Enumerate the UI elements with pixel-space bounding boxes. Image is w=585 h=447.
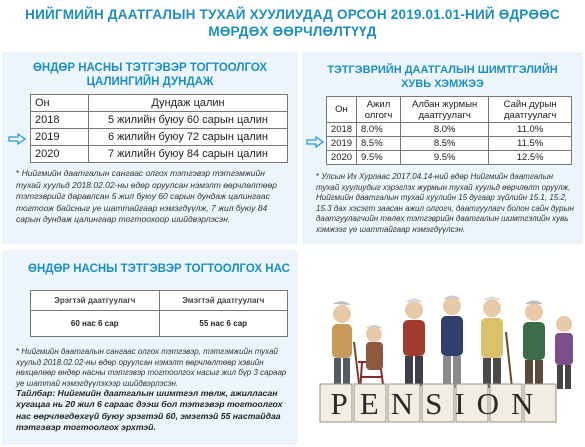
table-cell: 2018 [327,123,357,137]
table-cell: 8.5% [357,137,401,151]
premium-panel-title [302,52,583,91]
table-row [327,123,572,137]
age-table [30,290,288,337]
premium-panel [302,52,583,244]
table-cell: 9.5% [401,151,489,165]
salary-table [30,94,288,163]
salary-note-text: Нийгмийн даатгалын сангаас олгох тэтгэвэр тэтгэмжийн тухай хуульд 2018.02.02-ны өдөр оруулсан нэмэлт өөрчлөлтөөр тэтгэврийг даравлсан 5 жил буюу 60 сарын дундаж цалингаас тогтоож байсныг уе шаттайгаар нэмэгдүүлж, 7 жил буюу 84 сарын дундаж цалингаар тогтоохоор шийдвэрлэсэн. [16,168,277,224]
salary-panel-title-line2: ЦАЛИНГИЙН ДУНДАЖ [86,76,214,88]
table-cell: 60 нас 6 сар [31,311,160,337]
table-header: Ажил олгогч [357,97,401,123]
page-title [0,6,585,40]
table-cell: 12.5% [489,151,572,165]
arrow-right-icon [8,133,26,145]
salary-panel [2,52,298,244]
table-header: Албан журмын даатгуулагч [401,97,489,123]
salary-panel-title [2,52,298,89]
premium-panel-title-line1: ТЭТГЭВРИЙН ДААТГАЛЫН ШИМТГЭЛИЙН [327,64,558,76]
pension-word: PENSION [330,386,546,421]
table-header-row [31,95,288,112]
table-header: Сайн дурын даатгуулагч [489,97,572,123]
age-note-text: Нийгмийн даатгалын сангаас олгох тэтгэвэр, тэтгэмжийн тухай хуульд 2018.02.02-ны өдөр оруулсан нэмэлт өөрчлөлтөөр хэвийн нөхцөлөөр өндөр насны тэтгэвэр тогтоолгох насыг жил бүр 3 сараар уе шаттай нэмэгдүүлэхээр шийдвэрлэсэн. [16,347,287,388]
table-row [31,129,288,146]
table-row [327,137,572,151]
page-title-line2: МӨРДӨХ ӨӨРЧЛӨЛТҮҮД [208,24,377,39]
age-panel-title: ӨНДӨР НАСНЫ ТЭТГЭВЭР ТОГТООЛГОХ НАС [28,263,290,275]
salary-note: * Нийгмийн даатгалын сангаас олгох тэтгэвэр тэтгэмжийн тухай хуульд 2018.02.02-ны өдөр оруулсан нэмэлт өөрчлөлтөөр тэтгэврийг даравлсан 5 жил буюу 60 сарын дундаж цалингаас тогтоож байсныг уе шаттайгаар нэмэгдүүлж, 7 жил буюу 84 сарын дундаж цалингаар тогтоохоор шийдвэрлэсэн. [16,168,277,224]
table-row [327,151,572,165]
table-header: Эрэгтэй даатгуулагч [31,291,160,311]
table-cell: 2020 [327,151,357,165]
table-cell: 2019 [31,129,89,146]
premium-table [326,96,572,165]
premium-note: * Улсын Их Хурлаас 2017.04.14-ний өдөр Нийгмийн даатгалын тухай хуулиудыг хэрэглэх журмын тухай хуульд өөрчлөлт оруулж, Нийгмийн даатгалын тухай хуулийн 15 дугаар зүйлийн 15.1, 15.2, 15.3 дах хэсэгт заасан ажил олгогч, даатгуулагч болон сайн дурын даатгуулагчийн төлөх тэтгэврийн даатгалын шимтгэлийн хувь хэмжээг үе шаттайгаар нэмэгдүүлсэн. [316,172,574,234]
table-header-row [31,291,288,311]
table-row [31,311,288,337]
pension-illustration [302,262,583,445]
elderly-people-icon [332,296,573,393]
table-cell: 55 нас 6 сар [159,311,288,337]
table-row [31,112,288,129]
premium-note-text: Улсын Их Хурлаас 2017.04.14-ний өдөр Нийгмийн даатгалын тухай хуулиудыг хэрэглэх журмын тухай хуульд өөрчлөлт оруулж, Нийгмийн даатгалын тухай хуулийн 15 дугаар зүйлийн 15.1, 15.2, 15.3 дах хэсэгт заасан ажил олгогч, даатгуулагч болон сайн дурын даатгуулагчийн төлөх тэтгэврийн даатгалын шимтгэлийн хувь хэмжээг үе шаттайгаар нэмэгдүүлсэн. [316,172,574,234]
table-cell: 11.5% [489,137,572,151]
table-cell: 5 жилийн буюу 60 сарын цалин [89,112,288,129]
salary-panel-title-line1: ӨНДӨР НАСНЫ ТЭТГЭВЭР ТОГТООЛГОХ [32,62,268,74]
table-cell: 2018 [31,112,89,129]
table-cell: 2019 [327,137,357,151]
table-cell: 8.5% [401,137,489,151]
table-header: Он [327,97,357,123]
table-cell: 7 жилийн буюу 84 сарын цалин [89,146,288,163]
pension-letter-blocks [320,384,556,422]
age-note: * Нийгмийн даатгалын сангаас олгох тэтгэвэр, тэтгэмжийн тухай хуульд 2018.02.02-ны өдөр оруулсан нэмэлт өөрчлөлтөөр хэвийн нөхцөлөөр өндөр насны тэтгэвэр тогтоолгох насыг жил бүр 3 сараар уе шаттай нэмэгдүүлэхээр шийдвэрлэсэн. [16,347,287,388]
premium-panel-title-line2: ХУВЬ ХЭМЖЭЭ [401,78,484,90]
table-header: Он [31,95,89,112]
page-title-line1: НИЙГМИЙН ДААТГАЛЫН ТУХАЙ ХУУЛИУДАД ОРСОН 2019.01.01-НИЙ ӨДРӨӨС [25,7,560,22]
table-cell: 8.0% [357,123,401,137]
age-remark: Тайлбар: Нийгмийн даатгалын шимтгэл төлж, ажилласан хугацаа нь 20 жил 6 сараас дээш бол тэтгэвэр тогтоолгох нас өөрчлөгдөхгүй буюу эрэгтэй 60, эмэгтэй 55 настайдаа тэтгэвэр тогтоолгох эрхтэй. [16,388,283,432]
table-cell: 2020 [31,146,89,163]
table-header: Эмэгтэй даатгуулагч [159,291,288,311]
table-row [31,146,288,163]
age-panel [2,250,298,445]
table-header: Дундаж цалин [89,95,288,112]
arrow-right-icon [306,136,324,148]
table-cell: 11.0% [489,123,572,137]
table-header-row [327,97,572,123]
table-cell: 9.5% [357,151,401,165]
table-cell: 8.0% [401,123,489,137]
table-cell: 6 жилийн буюу 72 сарын цалин [89,129,288,146]
